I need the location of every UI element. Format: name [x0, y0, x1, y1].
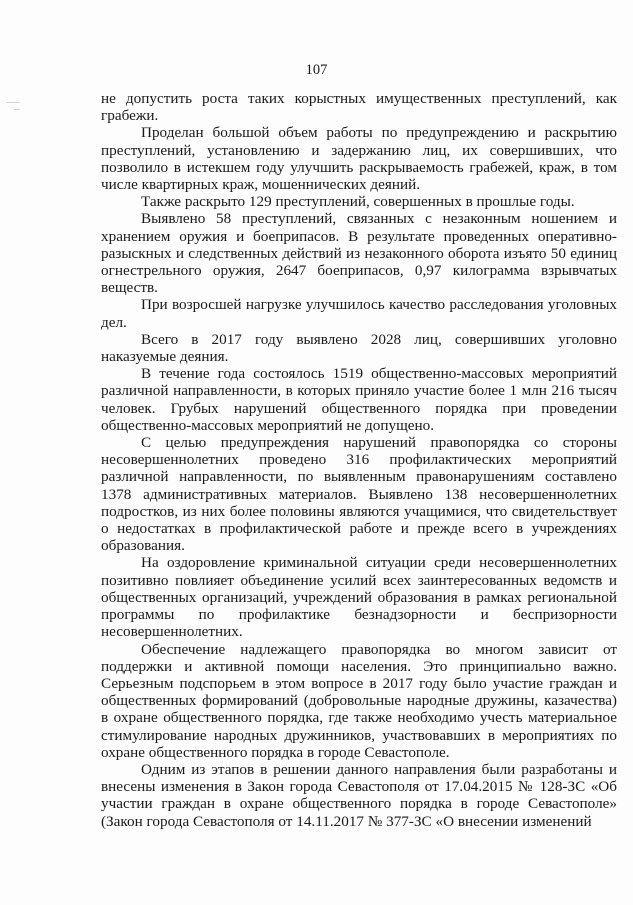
paragraph: В течение года состоялось 1519 общественно-массовых мероприятий различной направленности, в которых приняло участие более 1 млн 216 тысяч человек. Грубых нарушений общественного порядка при проведении общественно-массовых мероприятий не допущено.: [101, 365, 617, 434]
paragraph: Всего в 2017 году выявлено 2028 лиц, совершивших уголовно наказуемые деяния.: [101, 330, 617, 366]
paragraph: Проделан большой объем работы по предупреждению и раскрытию преступлений, установлению и задержанию лиц, их совершивших, что позволило в истекшем году улучшить раскрываемость грабежей, краж, в том числе квартирных краж, мошеннических деяний.: [101, 124, 617, 194]
paragraph: С целью предупреждения нарушений правопорядка со стороны несовершеннолетних проведено 316 профилактических мероприятий различной направленности, по выявленным правонарушениям составлено 1378 административных материалов. Выявлено 138 несовершеннолетних подростков, из них более половины являются учащимися, что свидетельствует о недостатках в профилактической работе и прежде всего в учреждениях образования.: [101, 434, 617, 555]
page-number: 107: [305, 62, 328, 78]
paragraph: На оздоровление криминальной ситуации среди несовершеннолетних позитивно повлияет объединение усилий всех заинтересованных ведомств и общественных организаций, учреждений образования в рамках региональной программы по профилактике безнадзорности и беспризорности несовершеннолетних.: [101, 554, 617, 641]
document-body: [101, 90, 617, 830]
paragraph: Одним из этапов в решении данного направления были разработаны и внесены изменения в Закон города Севастополя от 17.04.2015 № 128-ЗС «Об участии граждан в охране общественного порядка в городе Севастополе» (Закон города Севастополя от 14.11.2017 № 377-ЗС «О внесении изменений: [101, 760, 617, 830]
paragraph: При возросшей нагрузке улучшилось качество расследования уголовных дел.: [101, 296, 617, 331]
paragraph: Обеспечение надлежащего правопорядка во многом зависит от поддержки и активной помощи населения. Это принципиально важно. Серьезным подспорьем в этом вопросе в 2017 году было участие граждан и общественных формирований (добровольные народные дружины, казачества) в охране общественного порядка, где также необходимо учесть материальное стимулирование народных дружинников, участвовавших в мероприятиях по охране общественного порядка в городе Севастополе.: [101, 640, 617, 761]
scan-artifact: [14, 109, 20, 110]
scan-artifact: [6, 102, 20, 103]
paragraph: Также раскрыто 129 преступлений, совершенных в прошлые годы.: [141, 193, 575, 211]
paragraph: не допустить роста таких корыстных имущественных преступлений, как грабежи.: [101, 90, 617, 125]
paragraph: Выявлено 58 преступлений, связанных с незаконным ношением и хранением оружия и боеприпасов. В результате проведенных оперативно-разыскных и следственных действий из незаконного оборота изъято 50 единиц огнестрельного оружия, 2647 боеприпасов, 0,97 килограмма взрывчатых веществ.: [101, 210, 617, 297]
